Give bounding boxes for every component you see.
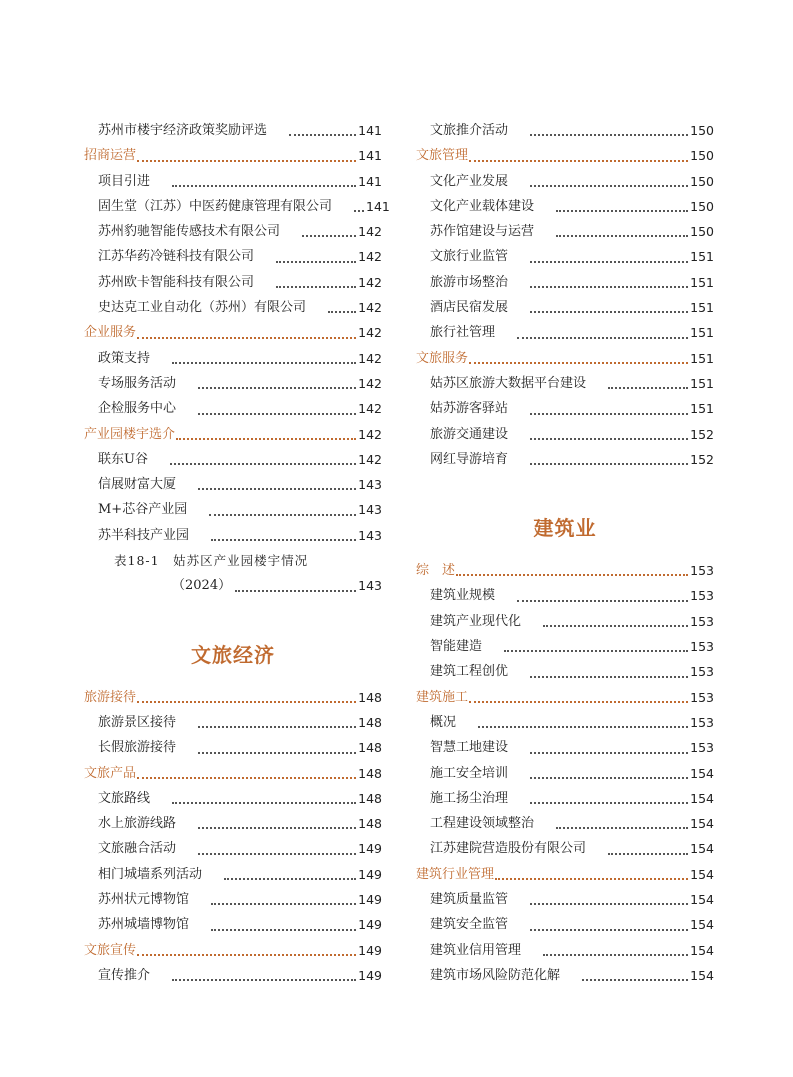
dot-leader (137, 954, 356, 956)
dot-leader (172, 802, 356, 804)
toc-left-block-1 (84, 118, 390, 548)
toc-entry[interactable] (416, 270, 714, 295)
toc-section-entry[interactable] (84, 938, 382, 963)
dot-leader (469, 362, 688, 364)
toc-entry[interactable] (416, 169, 714, 194)
page-number: 142 (358, 426, 382, 442)
dot-leader (137, 701, 356, 703)
page-number: 142 (358, 350, 382, 366)
toc-entry[interactable] (416, 583, 714, 608)
dot-leader (328, 311, 356, 313)
dot-leader (543, 625, 688, 627)
toc-entry[interactable] (84, 295, 382, 320)
toc-entry-title: 网红导游培育 (430, 451, 509, 467)
toc-entry[interactable] (84, 118, 382, 143)
toc-entry-title: 项目引进 (98, 173, 151, 189)
toc-entry[interactable] (84, 371, 382, 396)
dot-leader (224, 878, 356, 880)
table-caption-cont[interactable] (84, 573, 382, 598)
dot-leader (172, 362, 356, 364)
dot-leader (495, 878, 688, 880)
toc-entry-title: 企业服务 (84, 325, 137, 341)
toc-entry[interactable] (416, 295, 714, 320)
dot-leader (198, 387, 356, 389)
toc-section-entry[interactable] (416, 862, 714, 887)
toc-entry-title: 建筑安全监管 (430, 917, 509, 933)
page-number: 149 (358, 967, 382, 983)
toc-entry[interactable] (84, 497, 382, 522)
toc-entry[interactable] (84, 219, 382, 244)
toc-entry-title: 政策支持 (98, 350, 151, 366)
dot-leader (172, 979, 356, 981)
dot-leader (504, 650, 688, 652)
toc-entry-title: 专场服务活动 (98, 375, 177, 391)
toc-entry[interactable] (416, 219, 714, 244)
dot-leader (530, 903, 688, 905)
page-number: 149 (358, 866, 382, 882)
page-number: 154 (690, 942, 714, 958)
toc-entry-title: 旅行社管理 (430, 325, 496, 341)
toc-section-entry[interactable] (84, 685, 382, 710)
dot-leader (211, 929, 356, 931)
page-number: 150 (690, 198, 714, 214)
page-number: 142 (358, 249, 382, 265)
page-number: 148 (358, 689, 382, 705)
toc-entry-title: 建筑质量监管 (430, 892, 509, 908)
toc-entry-title: 概况 (430, 714, 457, 730)
dot-leader (530, 752, 688, 754)
toc-entry[interactable] (416, 422, 714, 447)
page-number: 141 (358, 123, 382, 138)
dot-leader (198, 827, 356, 829)
dot-leader (478, 726, 688, 728)
page-number: 154 (690, 866, 714, 882)
dot-leader (235, 590, 356, 592)
toc-entry-title: 文旅服务 (416, 350, 469, 366)
dot-leader (198, 488, 356, 490)
page-number: 143 (358, 578, 382, 594)
page-number: 142 (358, 274, 382, 290)
page-number: 151 (690, 274, 714, 290)
dot-leader (276, 261, 356, 263)
section-title-wenlv: 文旅经济 (191, 642, 275, 667)
table-caption[interactable] (84, 548, 382, 573)
dot-leader (289, 134, 356, 136)
dot-leader (530, 929, 688, 931)
toc-entry-title: 苏州豹驰智能传感技术有限公司 (98, 224, 281, 240)
dot-leader (556, 827, 688, 829)
dot-leader (198, 853, 356, 855)
toc-entry[interactable] (84, 270, 382, 295)
toc-section-entry[interactable] (416, 558, 714, 583)
toc-entry-title: 建筑市场风险防范化解 (430, 967, 561, 983)
page-number: 153 (690, 689, 714, 705)
dot-leader (198, 752, 356, 754)
toc-entry[interactable] (416, 836, 714, 861)
page-number: 154 (690, 765, 714, 781)
toc-entry[interactable] (84, 396, 382, 421)
page-number: 150 (690, 148, 714, 164)
toc-entry-title: 苏州状元博物馆 (98, 892, 190, 908)
toc-entry[interactable] (84, 710, 382, 735)
toc-right-block-1 (416, 118, 714, 472)
toc-entry-title: 施工安全培训 (430, 765, 509, 781)
toc-entry-title: 建筑工程创优 (430, 664, 509, 680)
toc-entry-title: 苏州市楼宇经济政策奖励评选 (98, 123, 268, 138)
page-number: 153 (690, 613, 714, 629)
toc-entry[interactable] (416, 118, 714, 143)
dot-leader (530, 286, 688, 288)
toc-entry-title: 旅游接待 (84, 689, 137, 705)
page-number: 154 (690, 816, 714, 832)
toc-entry-title: 文旅融合活动 (98, 841, 177, 857)
dot-leader (137, 337, 356, 339)
toc-entry-title: 苏作馆建设与运营 (430, 224, 535, 240)
toc-section-entry[interactable] (84, 320, 382, 345)
page-number: 149 (358, 892, 382, 908)
dot-leader (469, 701, 688, 703)
toc-entry-title: 文旅产品 (84, 765, 137, 781)
toc-entry[interactable] (84, 447, 382, 472)
page-number: 150 (690, 224, 714, 240)
page-number: 149 (358, 942, 382, 958)
dot-leader (530, 134, 688, 136)
toc-entry[interactable] (84, 194, 390, 219)
dot-leader (211, 903, 356, 905)
toc-entry-title: 水上旅游线路 (98, 816, 177, 832)
page-number: 153 (690, 714, 714, 730)
toc-entry[interactable] (416, 786, 714, 811)
dot-leader (172, 185, 356, 187)
dot-leader (137, 160, 356, 162)
dot-leader (469, 160, 688, 162)
toc-entry[interactable] (84, 169, 382, 194)
page-number: 149 (358, 841, 382, 857)
dot-leader (582, 979, 688, 981)
page-number: 148 (358, 790, 382, 806)
page-number: 142 (358, 300, 382, 316)
page-number: 141 (358, 148, 382, 164)
toc-entry[interactable] (416, 710, 714, 735)
toc-entry-title: 文化产业载体建设 (430, 198, 535, 214)
page-number: 154 (690, 790, 714, 806)
page-number: 148 (358, 765, 382, 781)
page-number: 150 (690, 123, 714, 138)
dot-leader (530, 413, 688, 415)
toc-entry-title: 固生堂（江苏）中医药健康管理有限公司 (98, 198, 333, 214)
toc-entry[interactable] (84, 912, 382, 937)
toc-left-block-2 (84, 685, 382, 989)
toc-entry[interactable] (416, 396, 714, 421)
page-number: 142 (358, 401, 382, 417)
toc-section-entry[interactable] (416, 346, 714, 371)
toc-entry-title: 酒店民宿发展 (430, 300, 509, 316)
dot-leader (556, 235, 688, 237)
dot-leader (517, 600, 688, 602)
table-caption-year: （2024） (172, 578, 232, 594)
toc-entry-title: 智能建造 (430, 639, 483, 655)
toc-entry-title: 苏州欧卡智能科技有限公司 (98, 274, 255, 290)
toc-entry[interactable] (416, 609, 714, 634)
page-number: 153 (690, 740, 714, 756)
toc-entry[interactable] (416, 320, 714, 345)
page-number: 151 (690, 350, 714, 366)
dot-leader (198, 726, 356, 728)
dot-leader (354, 210, 364, 212)
toc-entry-title: 姑苏区旅游大数据平台建设 (430, 375, 587, 391)
toc-entry[interactable] (84, 786, 382, 811)
dot-leader (137, 777, 356, 779)
toc-left-column (84, 118, 390, 988)
toc-entry[interactable] (416, 963, 714, 988)
dot-leader (543, 954, 688, 956)
dot-leader (530, 261, 688, 263)
table-caption-title: 表18-1 姑苏区产业园楼宇情况 (114, 553, 309, 569)
page-number: 143 (358, 502, 382, 518)
toc-entry-title: 文旅路线 (98, 790, 151, 806)
toc-entry[interactable] (416, 244, 714, 269)
page-number: 151 (690, 375, 714, 391)
page-number: 152 (690, 426, 714, 442)
toc-entry-title: 文旅宣传 (84, 942, 137, 958)
toc-section-entry[interactable] (416, 685, 714, 710)
toc-entry[interactable] (84, 735, 382, 760)
toc-entry[interactable] (84, 963, 382, 988)
page-number: 151 (690, 300, 714, 316)
toc-right-block-2 (416, 558, 714, 988)
dot-leader (530, 676, 688, 678)
dot-leader (198, 413, 356, 415)
dot-leader (170, 463, 356, 465)
toc-entry-title: 文旅推介活动 (430, 123, 509, 138)
toc-entry-title: 建筑施工 (416, 689, 469, 705)
toc-entry[interactable] (84, 472, 382, 497)
page-number: 142 (358, 224, 382, 240)
page-number: 141 (358, 173, 382, 189)
toc-entry[interactable] (416, 194, 714, 219)
dot-leader (608, 387, 688, 389)
section-title-jianzhu: 建筑业 (533, 516, 597, 541)
toc-right-column (416, 118, 714, 988)
toc-section-entry[interactable] (416, 143, 714, 168)
page-number: 149 (358, 917, 382, 933)
dot-leader (176, 438, 356, 440)
dot-leader (517, 337, 688, 339)
toc-entry-title: 招商运营 (84, 148, 137, 164)
toc-entry-title: 工程建设领域整治 (430, 816, 535, 832)
toc-entry-title: 江苏华药冷链科技有限公司 (98, 249, 255, 265)
page-number: 151 (690, 401, 714, 417)
toc-entry-title: 文旅行业监管 (430, 249, 509, 265)
toc-entry-title: 史达克工业自动化（苏州）有限公司 (98, 300, 307, 316)
page-number: 150 (690, 173, 714, 189)
toc-entry[interactable] (416, 371, 714, 396)
toc-entry[interactable] (416, 447, 714, 472)
dot-leader (530, 311, 688, 313)
toc-entry-title: 智慧工地建设 (430, 740, 509, 756)
toc-section-entry[interactable] (84, 422, 382, 447)
page-number: 154 (690, 892, 714, 908)
toc-entry[interactable] (84, 346, 382, 371)
toc-entry[interactable] (84, 811, 382, 836)
dot-leader (209, 514, 356, 516)
dot-leader (530, 802, 688, 804)
toc-entry-title: 旅游交通建设 (430, 426, 509, 442)
page-number: 142 (358, 375, 382, 391)
page-number: 153 (690, 639, 714, 655)
toc-entry[interactable] (416, 887, 714, 912)
toc-entry[interactable] (416, 735, 714, 760)
page-number: 148 (358, 714, 382, 730)
toc-entry-title: 文旅管理 (416, 148, 469, 164)
toc-entry[interactable] (84, 523, 382, 548)
page-number: 154 (690, 967, 714, 983)
page-number: 153 (690, 664, 714, 680)
dot-leader (556, 210, 688, 212)
page-number: 151 (690, 249, 714, 265)
page-number: 151 (690, 325, 714, 341)
toc-entry-title: 综 述 (416, 563, 456, 579)
toc-entry[interactable] (416, 659, 714, 684)
toc-entry-title: 苏州城墙博物馆 (98, 917, 190, 933)
page-number: 148 (358, 740, 382, 756)
toc-entry-title: 建筑业规模 (430, 588, 496, 604)
page-number: 143 (358, 477, 382, 493)
dot-leader (608, 853, 688, 855)
toc-entry[interactable] (416, 761, 714, 786)
dot-leader (302, 235, 356, 237)
page-number: 148 (358, 816, 382, 832)
toc-entry[interactable] (84, 244, 382, 269)
page-number: 153 (690, 588, 714, 604)
toc-section-entry[interactable] (84, 761, 382, 786)
toc-entry-title: 长假旅游接待 (98, 740, 177, 756)
toc-entry[interactable] (416, 938, 714, 963)
page-number: 142 (358, 325, 382, 341)
toc-entry-title: 相门城墙系列活动 (98, 866, 203, 882)
toc-entry-title: 姑苏游客驿站 (430, 401, 509, 417)
page-number: 153 (690, 563, 714, 579)
page-number: 154 (690, 917, 714, 933)
toc-entry-title: 宣传推介 (98, 967, 151, 983)
dot-leader (530, 777, 688, 779)
dot-leader (530, 185, 688, 187)
dot-leader (530, 438, 688, 440)
toc-entry[interactable] (416, 634, 714, 659)
dot-leader (530, 463, 688, 465)
toc-entry-title: 旅游市场整治 (430, 274, 509, 290)
toc-entry-title: 江苏建院营造股份有限公司 (430, 841, 587, 857)
toc-entry-title: 企检服务中心 (98, 401, 177, 417)
toc-entry-title: 联东U谷 (98, 451, 148, 467)
toc-entry[interactable] (84, 862, 382, 887)
page-number: 143 (358, 527, 382, 543)
toc-entry[interactable] (84, 836, 382, 861)
page-number: 141 (366, 198, 390, 214)
toc-entry-title: 施工扬尘治理 (430, 790, 509, 806)
toc-entry-title: 建筑产业现代化 (430, 613, 522, 629)
toc-entry-title: M+芯谷产业园 (98, 502, 188, 518)
toc-entry-title: 建筑业信用管理 (430, 942, 522, 958)
toc-entry[interactable] (416, 912, 714, 937)
page-number: 142 (358, 451, 382, 467)
toc-entry-title: 文化产业发展 (430, 173, 509, 189)
page-number: 154 (690, 841, 714, 857)
page-number: 152 (690, 451, 714, 467)
dot-leader (211, 539, 356, 541)
toc-entry[interactable] (84, 887, 382, 912)
toc-entry-title: 产业园楼宇选介 (84, 426, 176, 442)
toc-entry-title: 信展财富大厦 (98, 477, 177, 493)
toc-section-entry[interactable] (84, 143, 382, 168)
dot-leader (276, 286, 356, 288)
toc-entry-title: 建筑行业管理 (416, 866, 495, 882)
toc-entry-title: 旅游景区接待 (98, 714, 177, 730)
toc-entry[interactable] (416, 811, 714, 836)
dot-leader (456, 574, 688, 576)
toc-entry-title: 苏半科技产业园 (98, 527, 190, 543)
